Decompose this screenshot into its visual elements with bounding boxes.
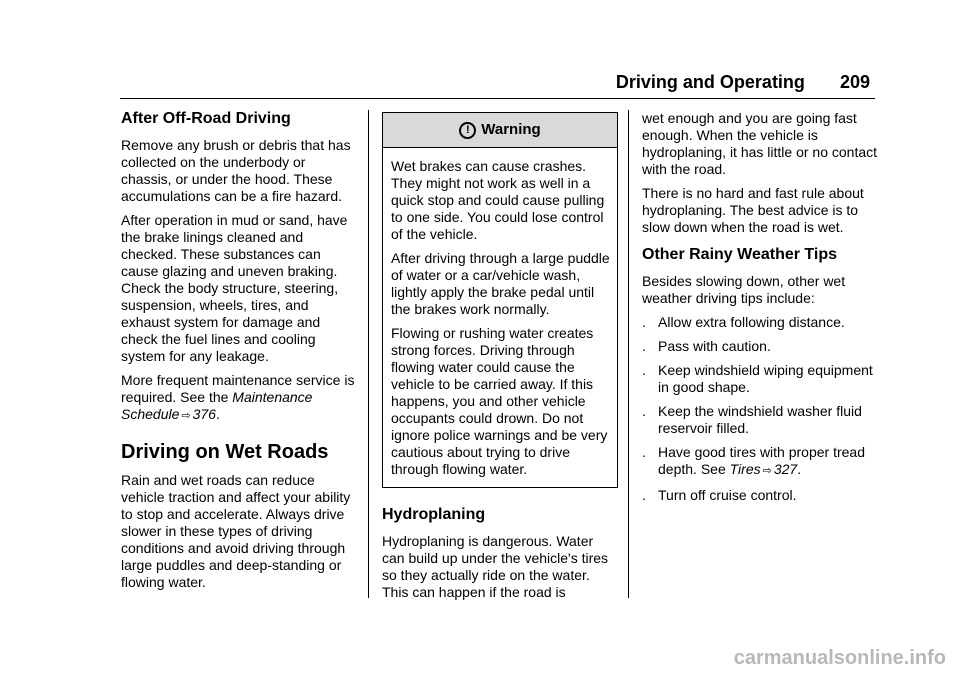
tires-link[interactable] <box>730 461 798 477</box>
hydroplaning-p1: Hydroplaning is dangerous. Water can build up under the vehicle's tires so they actually ride on the water. This can happen if the road is <box>382 533 609 600</box>
column-3 <box>642 110 878 511</box>
after-offroad-p2: After operation in mud or sand, have the brake linings cleaned and checked. These substances can cause glazing and uneven braking. Check the body structure, steering, suspension, wheels, tires, and exhaust system for damage and check the fuel lines and cooling system for any leakage. <box>121 212 348 364</box>
column-2 <box>382 110 618 608</box>
warning-body <box>383 148 617 487</box>
column-1 <box>121 110 357 598</box>
list-item <box>642 338 878 355</box>
warning-p3: Flowing or rushing water creates strong forces. Driving through flowing water could cause the vehicle to be carried away. If this happens, you and other vehicle occupants could drown. Do not ignore police warnings and be very cautious about trying to drive through flowing water. <box>391 325 608 477</box>
after-offroad-heading: After Off-Road Driving <box>121 110 291 127</box>
rainy-tips-intro: Besides slowing down, other wet weather driving tips include: <box>642 273 846 306</box>
page-reference-arrow-icon: ⇨ <box>181 410 191 422</box>
maintenance-schedule-page: 376 <box>192 406 216 422</box>
header-rule <box>120 98 875 99</box>
hydroplaning-p2: There is no hard and fast rule about hydroplaning. The best advice is to slow down when the road is wet. <box>642 185 864 235</box>
list-item <box>642 314 878 331</box>
hydroplaning-heading: Hydroplaning <box>382 506 486 523</box>
column-divider-2 <box>628 110 629 598</box>
list-item <box>642 403 878 437</box>
wet-roads-heading: Driving on Wet Roads <box>121 441 329 463</box>
tires-text: Have good tires with proper tread depth. See <box>658 444 865 477</box>
page-reference-arrow-icon: ⇨ <box>762 465 772 477</box>
hydroplaning-p1-cont: wet enough and you are going fast enough. When the vehicle is hydroplaning, it has little or no contact with the road. <box>642 110 878 177</box>
page-header <box>616 72 870 93</box>
list-item <box>642 362 878 396</box>
rainy-tips-heading: Other Rainy Weather Tips <box>642 246 838 263</box>
wet-roads-p: Rain and wet roads can reduce vehicle traction and affect your ability to stop and accelerate. Always drive slower in these types of driving conditions and avoid driving through large puddles and deep-standing or flowing water. <box>121 472 351 590</box>
tires-page: 327 <box>773 461 798 477</box>
section-title: Driving and Operating <box>615 72 805 92</box>
warning-title: Warning <box>481 121 541 138</box>
warning-p2: After driving through a large puddle of water or a car/vehicle wash, lightly apply the brake pedal until the brakes work normally. <box>391 250 610 317</box>
bullet-marker: . <box>642 487 646 503</box>
warning-circle-icon: ! <box>459 122 476 139</box>
maintenance-schedule-ref: Maintenance Schedule <box>121 389 313 422</box>
bullet-marker: . <box>642 362 646 378</box>
warning-header <box>383 113 617 148</box>
bullet-marker: . <box>642 314 646 330</box>
list-item-text: Allow extra following distance. <box>658 314 845 330</box>
list-item-text: Have good tires with proper tread depth. See Tires ⇨ 327. <box>658 444 878 480</box>
bullet-marker: . <box>642 403 646 419</box>
tires-ref: Tires <box>729 461 761 477</box>
p3-text: More frequent maintenance service is required. See the <box>121 372 355 405</box>
list-item-text: Pass with caution. <box>658 338 771 354</box>
list-item <box>642 444 878 480</box>
watermark: carmanualsonline.info <box>733 647 946 669</box>
warning-p1: Wet brakes can cause crashes. They might not work as well in a quick stop and could cause pulling to one side. You could lose control of the vehicle. <box>391 158 605 242</box>
list-item-text: Keep windshield wiping equipment in good shape. <box>658 362 873 395</box>
column-divider-1 <box>368 110 369 598</box>
after-offroad-p3: More frequent maintenance service is required. See the Maintenance Schedule ⇨ 376. <box>121 372 357 425</box>
list-item-text: Turn off cruise control. <box>658 487 797 503</box>
list-item-text: Keep the windshield washer fluid reservoir filled. <box>658 403 862 436</box>
after-offroad-p1: Remove any brush or debris that has collected on the underbody or chassis, or under the hood. These accumulations can be a fire hazard. <box>121 137 351 204</box>
page-number: 209 <box>839 72 870 92</box>
bullet-marker: . <box>642 338 646 354</box>
bullet-marker: . <box>642 444 646 460</box>
list-item <box>642 487 878 504</box>
warning-box <box>382 112 618 488</box>
